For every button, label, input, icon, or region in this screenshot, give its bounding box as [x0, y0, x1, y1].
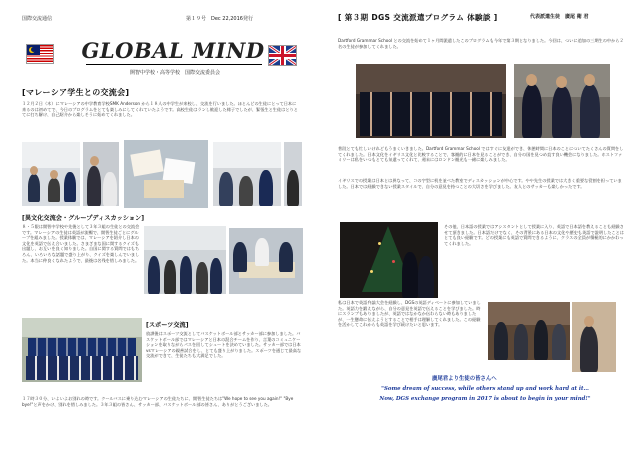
photo-team-group: [22, 318, 142, 382]
photo-christmas-tree: [340, 222, 438, 298]
photo-group-hall: [144, 226, 226, 294]
masthead-subtitle: 開智中学校・高等学校 国際交流委員会: [130, 70, 221, 76]
issue-label: 第１９号 Dec 22,2016発行: [186, 16, 253, 22]
photo-dgs-staff: [514, 64, 610, 138]
uk-flag-icon: [268, 45, 297, 66]
photo-discussion-right: [213, 142, 281, 206]
dgs-para-2: イギリスでの授業は日本とは異なって、コの字型に机を並べた教室でディスカッションが中心です。やや先生の授業では大きく重要な役割を担っていました。日本では経験できない授業スタイルで、自分の意見を持つことの大切さを学びました。友人とのサッカーも楽しかったです。: [338, 178, 622, 189]
masthead-rule: [86, 64, 262, 65]
photo-dgs-group: [356, 64, 506, 138]
quote-line-1: "Some dream of success, while others stand up and work hard at it…: [381, 386, 589, 392]
dgs-para-1: 普段とても忙しいけれどもうまくいきました。Dartford Grammar School ではすぐに友達ができ、休憩時間に日本のことについてたくさんの質問をしてくれました。日本文化をイギリス文化と比較することで、客観的に日本を見ることができ、自分の国を見つめ直す良い機会になりました。ホストファミリーは私をいつもとても気遣ってくれて、週末にはロンドン観光も一緒に楽しみました。: [338, 146, 624, 163]
photo-table-group: [229, 228, 303, 294]
dgs-section-title: [ 第３期 DGS 交流派遣プログラム 体験談 ]: [338, 13, 498, 22]
section-sports-title: [スポーツ交流]: [146, 322, 189, 329]
masthead-title: GLOBAL MIND: [81, 38, 265, 63]
right-page: [320, 0, 640, 452]
dgs-para-3: その他、日本語の授業ではアシスタントとして授業に入り、英語で日本語を教えることも経験させて頂きました。日本語だけでなく、その背景にある日本の文化や歴史も英語で説明したことはとても良い経験です。どの授業にも英語で質問できるように、クラスの全員が積極的にかかわってくれました。: [444, 224, 624, 246]
header-left-label: 国際交流通信: [22, 16, 53, 22]
section-malaysia-body: １２月２日（木）にマレーシアの中学教育学校SMK Anderson から１８人の中学生が来校し、交流を行いました。ほとんどの生徒にとって日本に来るのは初めてで、今日のプログラムをとても楽しみにしてくれていたようです。高校生徒はランし歓迎した様子でしたが、緊張生と生徒はとりとてに打ち解け、自己紹介から楽しそうに始めてくれました。: [22, 101, 298, 118]
quote-line-2: Now, DGS exchange program in 2017 is about to begin in your mind!": [379, 396, 591, 402]
dgs-intro: Dartford Grammar School との交流を始めて１ヶ月間派遣したこのプログラムも今年で第３期となりました。今回は、ついに追加の三期生の中から２名の生徒が参加してくれました。: [338, 38, 624, 49]
closing-paragraph: １７時３０分、いよいよお別れの時です。クールバスに乗り込むマレーシアの生徒たちに、開智生徒たちは"We hope to see you again!" "Bye bye!"と声をかけ、別れを惜しみました。３年３組の皆さん、サッカー部、バスケットボール部の皆さん、ありがとうございました。: [22, 396, 294, 407]
section-discussion-body: ８・５限は開智中学校や先後として３年３組の生徒との交流会です。マレーシアの生徒は英語が流暢で、開智生徒ごとにグループを組みました。授業体験では、マレーシアを紹介し日本の文化を英語で伝え合いました。さまざまな国に関するクイズも出題し、お互いを良く知りました。自国に関する質問ではもちろん、いろいろな話題で盛り上がり、クイズを楽しんでいました。本当に仲良くなれたようで、最後は名残を惜しみました。: [22, 224, 140, 263]
section-sports-body: 放課後はスポーツ交流としてバスケットボール部とサッカー部に参加しました。バスケットボール部ではマレーシアと日本の混合チームを作り、言葉のコミュニケーションを取りながらパスを回してシュートを決めていました。サッカー部では日本vsマレーシアの親善試合をし、とても盛り上がりました。スポーツを通じて最高な交流ができて、生徒たちも大満足でした。: [146, 331, 302, 359]
photo-cards-center: [124, 140, 208, 208]
dgs-para-4: 私は日本で英語弁論大会を経験し、DGSの英語ディベートに参加していました。英語力を鍛えながら、自分の意見を英語で伝えることを学びました。時にスランプもありましたが、英語ではなかなか伝わらない時もありましたが、一生懸命に伝えようとすることで相手は理解してくれました。この経験を活かしてこれからも英語を学び続けたいと思います。: [338, 300, 481, 328]
photo-dgs-dinner: [488, 302, 570, 360]
photo-small-strip: [284, 142, 302, 206]
malaysia-flag-icon: [26, 44, 54, 64]
representative-author: 代表派遣生徒 廣尾 衛 君: [530, 14, 589, 20]
section-malaysia-title: [マレーシア学生との交流会]: [22, 88, 130, 97]
quote-title: 廣尾君より生徒の皆さんへ: [432, 376, 497, 382]
section-discussion-title: [異文化交流会・グループディスカッション]: [22, 215, 145, 222]
photo-students-left: [83, 142, 119, 206]
photo-dgs-host: [572, 302, 616, 372]
photo-classroom-left: [22, 142, 80, 206]
